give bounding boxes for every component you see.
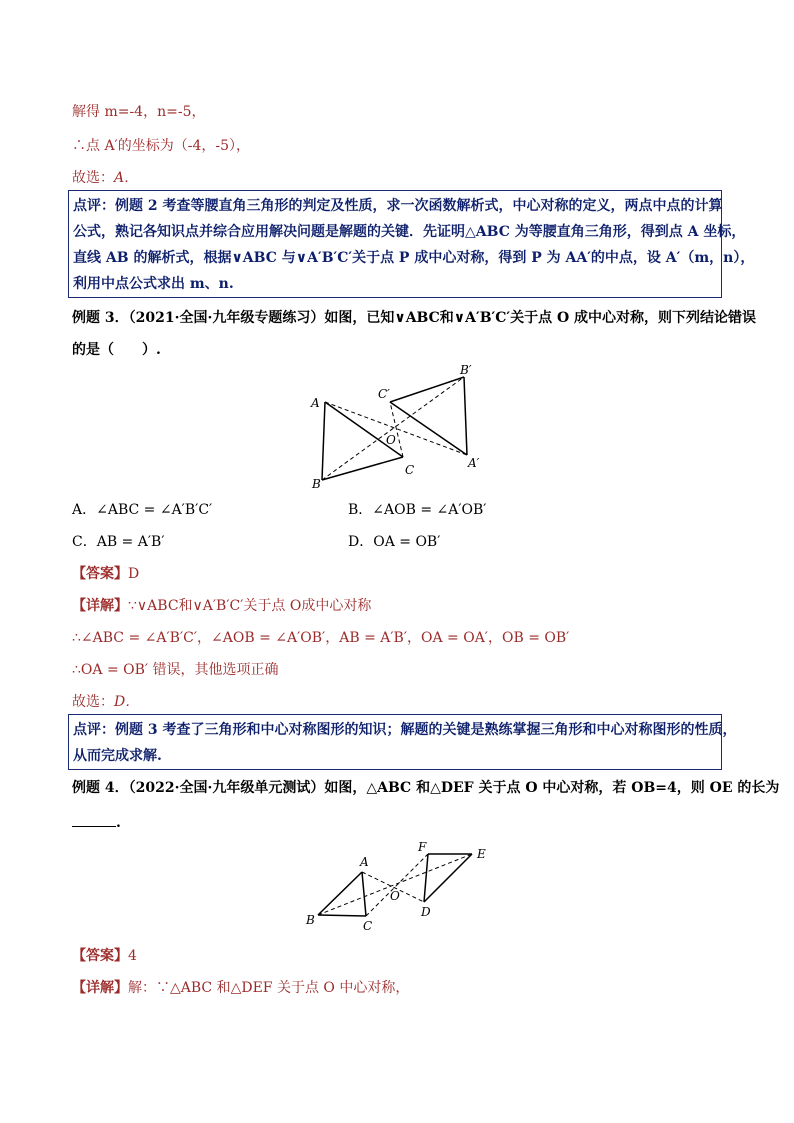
- comment-row: 利用中点公式求出 m、n.: [73, 276, 234, 292]
- detail-label: 【详解】: [72, 980, 128, 996]
- choice-line: [72, 168, 138, 188]
- segment-b1a1: [464, 377, 467, 455]
- option-a: A．∠ABC = ∠A′B′C′: [72, 502, 213, 518]
- answer-blank: [72, 812, 116, 827]
- example-3-question-end: 的是（ ）.: [72, 342, 161, 358]
- segment-c1a1: [390, 402, 467, 455]
- option-b: B．∠AOB = ∠A′OB′: [348, 502, 487, 518]
- segment-bc: [318, 915, 366, 916]
- comment-row: 直线 AB 的解析式，根据∨ABC 与∨A′B′C′关于点 P 成中心对称，得到 P 为 AA′的中点，设 A′（m，n），: [73, 250, 755, 266]
- segment-ed: [424, 854, 472, 902]
- detail-line-3c: ∴OA = OB′ 错误，其他选项正确: [72, 662, 279, 678]
- comment-row: 点评：例题 2 考查等腰直角三角形的判定及性质，求一次函数解析式，中心对称的定义，两点中点的计算: [73, 198, 723, 214]
- answer-label: 【答案】: [72, 948, 128, 964]
- example-4-figure: [300, 838, 500, 938]
- dashed-be: [318, 854, 472, 915]
- answer-value: 4: [128, 948, 137, 964]
- detail-line-3b: ∴∠ABC = ∠A′B′C′，∠AOB = ∠A′OB′，AB = A′B′，OA = OA′，OB = OB′: [72, 630, 570, 646]
- detail-text: ∵∨ABC和∨A′B′C′关于点 O成中心对称: [128, 598, 372, 614]
- answer-value: D: [128, 566, 140, 582]
- segment-c1b1: [390, 377, 464, 402]
- option-d: D．OA = OB′: [348, 534, 441, 550]
- segment-ab: [318, 872, 362, 915]
- example-4-question-end: [72, 812, 121, 833]
- coordinate-line: ∴点 A′的坐标为（-4，-5），: [72, 138, 251, 154]
- comment-row: 从而完成求解.: [73, 748, 162, 764]
- comment-box-2: [68, 714, 737, 770]
- label-o: O: [390, 889, 400, 903]
- label-c-prime: C′: [378, 387, 390, 401]
- answer-line-4: [72, 946, 137, 966]
- solution-line: 解得 m=-4，n=-5，: [72, 104, 206, 120]
- example-3-question: 例题 3．（2021·全国·九年级专题练习）如图，已知∨ABC和∨A′B′C′关于点 O 成中心对称，则下列结论错误: [72, 310, 757, 326]
- choice-label: 故选：: [72, 170, 114, 186]
- example-3-figure: [300, 362, 500, 492]
- label-c: C: [405, 463, 415, 477]
- answer-label: 【答案】: [72, 566, 128, 582]
- label-f: F: [418, 840, 427, 854]
- label-b: B: [306, 913, 315, 927]
- comment-box-1: [68, 190, 755, 298]
- choice-label: 故选：: [72, 694, 114, 710]
- example-4-question: 例题 4．（2022·全国·九年级单元测试）如图，△ABC 和△DEF 关于点 O 中心对称，若 OB=4，则 OE 的长为: [72, 780, 780, 796]
- detail-text: 解：∵△ABC 和△DEF 关于点 O 中心对称，: [128, 980, 410, 996]
- choice-value: A．: [114, 170, 139, 186]
- segment-fd: [424, 854, 428, 902]
- label-a-prime: A′: [468, 456, 480, 470]
- segment-bc: [322, 457, 403, 480]
- label-o: O: [386, 433, 396, 447]
- comment-row: 点评：例题 3 考查了三角形和中心对称图形的知识；解题的关键是熟练掌握三角形和中心对称图形的性质，: [73, 722, 737, 738]
- dashed-cf: [366, 854, 428, 916]
- question-period: .: [116, 815, 121, 831]
- comment-row: 公式，熟记各知识点并综合应用解决问题是解题的关键．先证明△ABC 为等腰直角三角形，得到点 A 坐标，: [73, 224, 746, 240]
- option-c: C．AB = A′B′: [72, 534, 165, 550]
- dashed-bb1: [322, 377, 464, 480]
- choice-value: D．: [114, 694, 140, 710]
- answer-line-3: [72, 564, 139, 584]
- label-e: E: [477, 847, 486, 861]
- detail-label: 【详解】: [72, 598, 128, 614]
- detail-line-3: [72, 596, 371, 616]
- label-a: A: [360, 855, 369, 869]
- label-c: C: [363, 919, 373, 933]
- label-a: A: [311, 396, 320, 410]
- label-b: B: [312, 477, 321, 491]
- label-b-prime: B′: [460, 363, 472, 377]
- label-d: D: [421, 905, 431, 919]
- segment-ab: [322, 402, 325, 480]
- segment-ac: [362, 872, 366, 916]
- choice-line-3: [72, 692, 139, 712]
- detail-line-4: [72, 978, 409, 998]
